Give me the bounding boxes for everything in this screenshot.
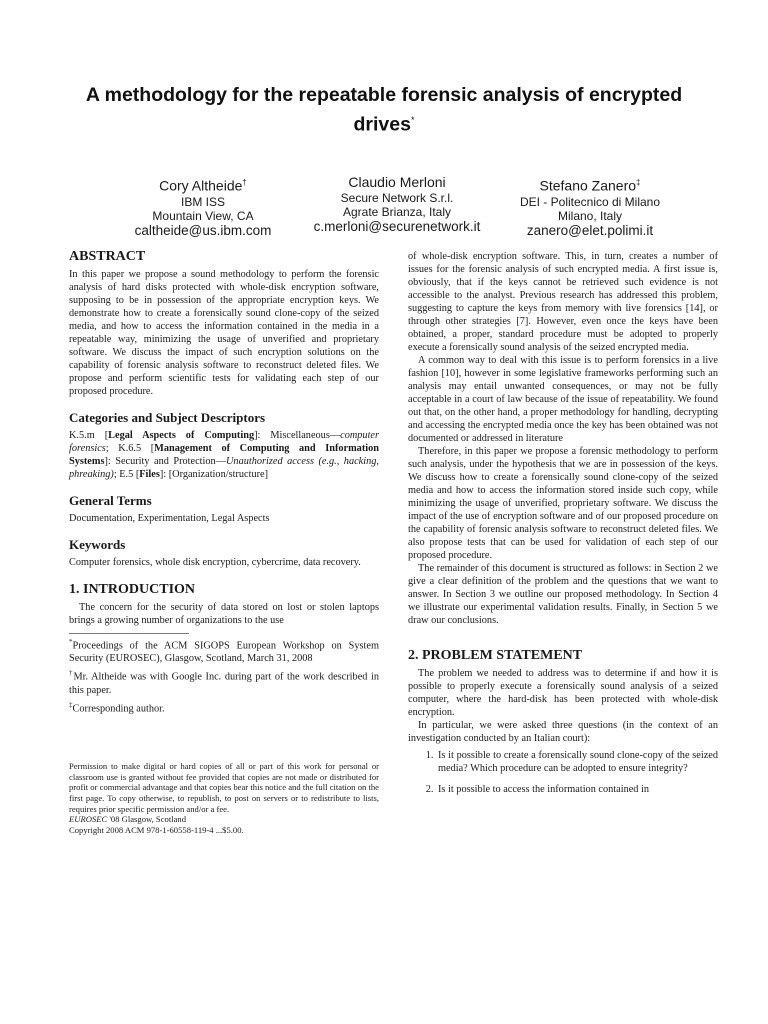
abstract-text: In this paper we propose a sound methodology to perform the forensic analysis of hard disks protected with whole-disk encryption software, supposing to be in possession of the appropriate encryption keys. We demonstrate how to create a forensically sound clone-copy of the seized media, and how to access the information contained in the media in a repeatable way, minimizing the usage of unverified and proprietary software. We discuss the impact of such encryption solutions on the capability of forensic analysis software to reconstruct deleted files. We propose and perform scientific tests for validating each step of our proposed procedure. — [69, 269, 379, 397]
footnote-3: ‡Corresponding author. — [69, 700, 165, 715]
footnote-rule — [69, 633, 189, 634]
author-3 — [500, 174, 680, 239]
categories-heading: Categories and Subject Descriptors — [69, 410, 266, 425]
copyright-line: Copyright 2008 ACM 978-1-60558-119-4 ...$5.00. — [69, 824, 244, 835]
author-mark: ‡ — [636, 178, 641, 187]
permission-block — [69, 761, 379, 835]
author-email: caltheide@us.ibm.com — [134, 222, 272, 238]
author-name: Claudio Merloni — [348, 174, 446, 190]
author-mark: † — [242, 178, 247, 187]
author-location: Agrate Brianza, Italy — [342, 205, 452, 219]
problem-statement-heading: 2. PROBLEM STATEMENT — [408, 648, 583, 663]
title-footnote-mark: * — [410, 115, 415, 125]
question-item: 1. Is it possible to create a forensically sound clone-copy of the seized media? Which procedure can be adopted to ensure integrity? — [436, 749, 718, 775]
author-email: c.merloni@securenetwork.it — [313, 219, 481, 234]
problem-paragraph-1: The problem we needed to address was to determine if and how it is possible to properly execute a forensically sound analysis of a seized computer, where the hard-disk has been protected with whole-disk encryption. — [408, 668, 718, 718]
problem-paragraph-2: In particular, we were asked three questions (in the context of an investigation conducted by an Italian court): — [408, 720, 718, 744]
introduction-heading: 1. INTRODUCTION — [69, 582, 196, 597]
questions-list — [408, 749, 718, 796]
author-location: Mountain View, CA — [152, 208, 254, 223]
question-item: 2. Is it possible to access the information contained in — [436, 783, 718, 796]
right-column — [408, 250, 718, 804]
author-name: Stefano Zanero — [539, 177, 637, 194]
keywords-text: Computer forensics, whole disk encryption, cybercrime, data recovery. — [69, 557, 361, 568]
permission-text: Permission to make digital or hard copies of all or part of this work for personal or classroom use is granted without fee provided that copies are not made or distributed for profit or commercial advantage and that copies bear this notice and the full citation on the first page. To copy otherwise, to republish, to post on servers or to redistribute to lists, requires prior specific permission and/or a fee. — [69, 761, 379, 814]
venue-line: EUROSEC '08 Glasgow, Scotland — [69, 814, 187, 825]
author-affiliation: DEI - Politecnico di Milano — [519, 194, 661, 209]
author-email: zanero@elet.polimi.it — [526, 222, 654, 238]
left-column — [69, 248, 379, 835]
author-affiliation: Secure Network S.r.l. — [340, 191, 454, 205]
abstract-heading: ABSTRACT — [69, 249, 146, 264]
intro-paragraph-2: A common way to deal with this issue is to perform forensics in a live fashion [10], however in some legislative frameworks performing such an analysis may entail unwanted consequences, or may not be fully acceptable in a court of law because of the issue of repeatability. We found out that, on the other hand, a proper methodology for handling, decrypting and accessing the encrypted media once the key has been obtained was not documented or addressed in literature — [408, 355, 718, 444]
footnote-1: *Proceedings of the ACM SIGOPS European Workshop on System Security (EUROSEC), Glasgow, Scotland, March 31, 2008 — [69, 638, 379, 665]
footnote-2: †Mr. Altheide was with Google Inc. during part of the work described in this paper. — [69, 669, 379, 696]
introduction-text: The concern for the security of data stored on lost or stolen laptops brings a growing number of organizations to the use — [69, 602, 379, 626]
general-terms-text: Documentation, Experimentation, Legal Aspects — [69, 513, 270, 524]
general-terms-heading: General Terms — [69, 493, 152, 508]
keywords-heading: Keywords — [69, 537, 126, 552]
paper-title — [60, 83, 708, 138]
author-name: Cory Altheide — [159, 177, 243, 194]
intro-paragraph-4: The remainder of this document is structured as follows: in Section 2 we give a clear definition of the problem and the questions that we want to answer. In Section 3 we outline our proposed methodology. In Section 4 we illustrate our experimental validation results. Finally, in Section 5 we draw our conclusions. — [408, 563, 718, 626]
categories-text: K.5.m [Legal Aspects of Computing]: Miscellaneous—computer forensics; K.6.5 [Management of Computing and Information Systems]: Security and Protection—Unauthorized access (e.g., hacking, phreaking); E.5 [Files]: [Organization/structure] — [69, 430, 380, 480]
author-2 — [297, 174, 497, 235]
title-text: A methodology for the repeatable forensic analysis of encrypted drives — [85, 84, 683, 136]
intro-paragraph-3: Therefore, in this paper we propose a forensic methodology to perform such analysis, under the hypothesis that we are in possession of the keys. We discuss how to create a forensically sound clone-copy of the seized media and how to access the information stored inside such copy, while minimizing the usage of unverified, proprietary software. We discuss the impact of the use of encryption software and of our proposed procedure on the capability of forensic analysis software to reconstruct deleted files. We also propose tests that can be used for validation of each step of our proposed procedure. — [408, 446, 718, 561]
author-location: Milano, Italy — [557, 208, 623, 223]
author-1 — [118, 174, 288, 239]
author-affiliation: IBM ISS — [180, 194, 225, 209]
intro-paragraph-1: of whole-disk encryption software. This, in turn, creates a number of issues for the forensic analysis of such encrypted media. A first issue is, obviously, that if the keys cannot be retrieved such evidence is not accessible to the analyst. Previous research has addressed this problem, suggesting to capture the keys from memory with live forensics [14], or through other strategies [7]. However, even once the keys have been obtained, a proper, standard procedure must be adopted to properly execute a forensically sound analysis of the seized encrypted media. — [408, 251, 718, 353]
